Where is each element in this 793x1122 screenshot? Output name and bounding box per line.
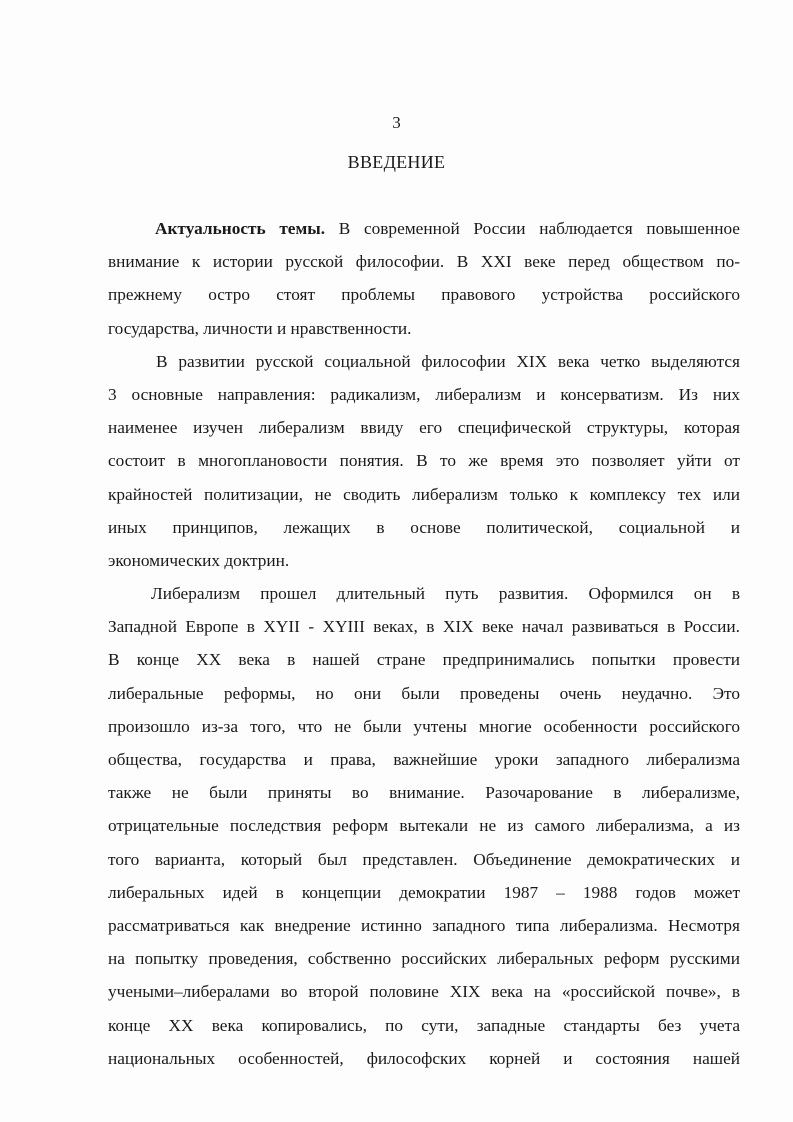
paragraph-3-line-3: В конце XX века в нашей стране предпринимались попытки провести [108, 650, 740, 670]
paragraph-3-line-10: либеральных идей в концепции демократии 1987 – 1988 годов может [108, 882, 740, 902]
page-number: 3 [392, 113, 401, 132]
paragraph-3-line-8: отрицательные последствия реформ вытекали не из самого либерализма, а из [108, 816, 740, 836]
paragraph-3-line-14: конце XX века копировались, по сути, западные стандарты без учета [108, 1015, 740, 1035]
paragraph-3-line-1: Либерализм прошел длительный путь развития. Оформился он в [151, 584, 740, 604]
topic-relevance-label: Актуальность темы. [155, 219, 326, 238]
paragraph-2-line-3: наименее изучен либерализм ввиду его специфической структуры, которая [108, 418, 740, 438]
paragraph-3-line-6: общества, государства и права, важнейшие уроки западного либерализма [108, 750, 740, 769]
paragraph-1-line-1-text: В современной России наблюдается повышенное [325, 219, 740, 238]
paragraph-3-line-9: того варианта, который был представлен. Объединение демократических и [108, 849, 740, 869]
body-text [108, 212, 740, 1075]
paragraph-3-line-13: учеными–либералами во второй половине XIX века на «российской почве», в [108, 982, 740, 1002]
section-heading: ВВЕДЕНИЕ [347, 152, 446, 172]
paragraph-3-line-11: рассматриваться как внедрение истинно западного типа либерализма. Несмотря [108, 915, 740, 935]
paragraph-1-line-1 [108, 212, 740, 245]
paragraph-3-line-5: произошло из-за того, что не были учтены многие особенности российского [108, 716, 740, 736]
paragraph-2-line-4: состоит в многоплановости понятия. В то же время это позволяет уйти от [108, 451, 740, 471]
paragraph-2-line-1: В развитии русской социальной философии XIX века четко выделяются [156, 351, 740, 371]
paragraph-3-line-12: на попытку проведения, собственно российских либеральных реформ русскими [108, 949, 740, 969]
paragraph-1-line-3: прежнему остро стоят проблемы правового устройства российского [108, 285, 740, 305]
paragraph-3-line-4: либеральные реформы, но они были проведены очень неудачно. Это [108, 683, 740, 703]
paragraph-2-line-2: 3 основные направления: радикализм, либерализм и консерватизм. Из них [108, 384, 740, 404]
paragraph-3-line-7: также не были приняты во внимание. Разочарование в либерализме, [108, 783, 740, 803]
paragraph-1-line-4: государства, личности и нравственности. [108, 318, 412, 338]
paragraph-3-line-2: Западной Европе в XYII - XYIII веках, в XIX веке начал развиваться в России. [108, 617, 740, 637]
paragraph-2-line-7: экономических доктрин. [108, 550, 290, 570]
paragraph-2-line-6: иных принципов, лежащих в основе политической, социальной и [108, 517, 740, 537]
paragraph-3-line-15: национальных особенностей, философских корней и состояния нашей [108, 1048, 740, 1068]
paragraph-2-line-5: крайностей политизации, не сводить либерализм только к комплексу тех или [108, 484, 740, 504]
paragraph-1-line-2: внимание к истории русской философии. В XXI веке перед обществом по- [108, 252, 740, 272]
